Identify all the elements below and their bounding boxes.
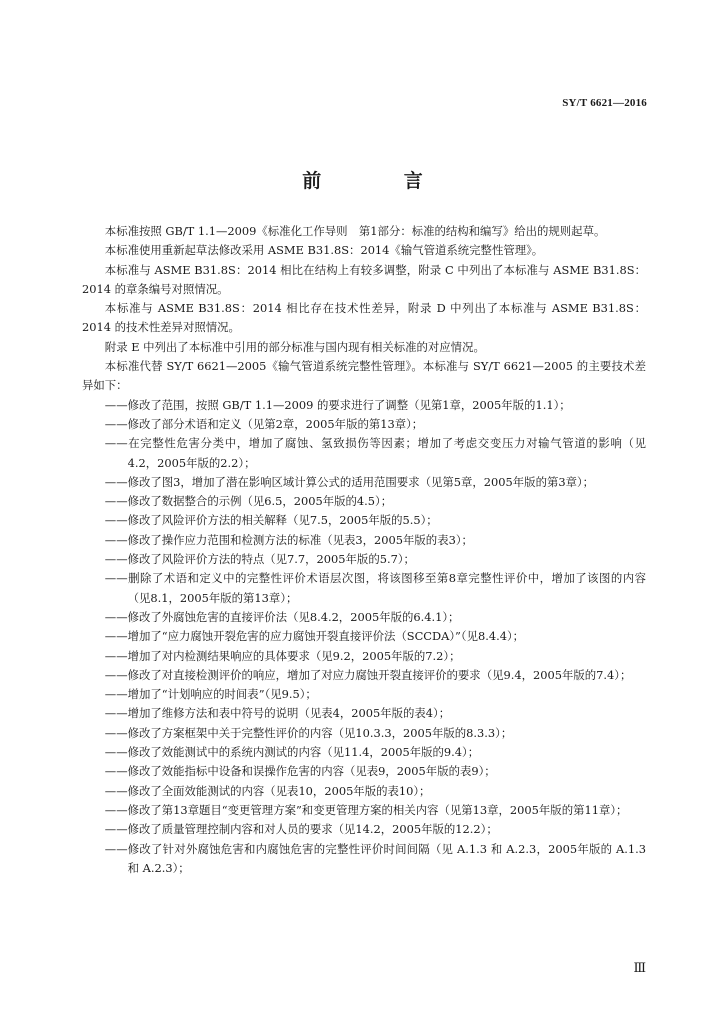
list-item: ——修改了效能测试中的系统内测试的内容（见11.4，2005年版的9.4）； bbox=[104, 745, 480, 760]
list-item: ——修改了方案框架中关于完整性评价的内容（见10.3.3，2005年版的8.3.3）； bbox=[104, 725, 513, 740]
list-item: ——修改了全面效能测试的内容（见表10，2005年版的表10）； bbox=[104, 783, 431, 798]
list-item: ——修改了范围，按照 GB/T 1.1—2009 的要求进行了调整（见第1章，2005年版的1.1）； bbox=[104, 397, 571, 412]
paragraph: 本标准与 ASME B31.8S：2014 相比在结构上有较多调整，附录 C 中列出了本标准与 ASME B31.8S：2014 的章条编号对照情况。 bbox=[82, 262, 646, 296]
list-item: ——修改了风险评价方法的相关解释（见7.5，2005年版的5.5）； bbox=[104, 513, 438, 528]
list-item: ——修改了数据整合的示例（见6.5，2005年版的4.5）； bbox=[104, 494, 393, 509]
list-item: ——增加了对内检测结果响应的具体要求（见9.2，2005年版的7.2）； bbox=[104, 648, 461, 663]
list-item: ——修改了质量管理控制内容和对人员的要求（见14.2，2005年版的12.2）； bbox=[104, 822, 498, 837]
list-item: ——修改了针对外腐蚀危害和内腐蚀危害的完整性评价时间间隔（见 A.1.3 和 A.2.3，2005年版的 A.1.3 和 A.2.3）； bbox=[104, 841, 646, 875]
list-item: ——修改了图3，增加了潜在影响区域计算公式的适用范围要求（见第5章，2005年版的第3章）； bbox=[104, 474, 595, 489]
paragraph: 附录 E 中列出了本标准中引用的部分标准与国内现有相关标准的对应情况。 bbox=[104, 339, 485, 354]
list-item: ——在完整性危害分类中，增加了腐蚀、氢致损伤等因素；增加了考虑交变压力对输气管道的影响（见4.2，2005年版的2.2）； bbox=[104, 436, 646, 470]
list-item: ——修改了第13章题目“变更管理方案”和变更管理方案的相关内容（见第13章，2005年版的第11章）； bbox=[104, 802, 628, 817]
page-title: 前 言 bbox=[302, 170, 461, 192]
paragraph: 本标准按照 GB/T 1.1—2009《标准化工作导则 第1部分：标准的结构和编写》给出的规则起草。 bbox=[104, 224, 606, 238]
page-number: Ⅲ bbox=[633, 960, 646, 975]
document-body bbox=[82, 222, 646, 878]
standard-code: SY/T 6621—2016 bbox=[562, 97, 647, 109]
list-item: ——删除了术语和定义中的完整性评价术语层次图，将该图移至第8章完整性评价中，增加了该图的内容（见8.1，2005年版的第13章）； bbox=[104, 571, 646, 605]
list-item: ——修改了操作应力范围和检测方法的标准（见表3，2005年版的表3）； bbox=[104, 532, 473, 547]
paragraph: 本标准代替 SY/T 6621—2005《输气管道系统完整性管理》。本标准与 SY/T 6621—2005 的主要技术差异如下： bbox=[82, 359, 646, 393]
paragraph: 本标准与 ASME B31.8S：2014 相比存在技术性差异，附录 D 中列出了本标准与 ASME B31.8S：2014 的技术性差异对照情况。 bbox=[82, 301, 646, 335]
list-item: ——增加了“计划响应的时间表”（见9.5）； bbox=[104, 687, 317, 702]
list-item: ——修改了外腐蚀危害的直接评价法（见8.4.2，2005年版的6.4.1）； bbox=[104, 609, 460, 624]
list-item: ——增加了“应力腐蚀开裂危害的应力腐蚀开裂直接评价法（SCCDA）”（见8.4.4）； bbox=[104, 629, 525, 644]
list-item: ——增加了维修方法和表中符号的说明（见表4，2005年版的表4）； bbox=[104, 706, 451, 721]
list-item: ——修改了部分术语和定义（见第2章，2005年版的第13章）； bbox=[104, 416, 424, 431]
list-item: ——修改了风险评价方法的特点（见7.7，2005年版的5.7）； bbox=[104, 552, 415, 567]
list-item: ——修改了效能指标中设备和误操作危害的内容（见表9，2005年版的表9）； bbox=[104, 764, 496, 779]
paragraph: 本标准使用重新起草法修改采用 ASME B31.8S：2014《输气管道系统完整性管理》。 bbox=[104, 243, 544, 258]
list-item: ——修改了对直接检测评价的响应，增加了对应力腐蚀开裂直接评价的要求（见9.4，2005年版的7.4）； bbox=[104, 667, 632, 682]
